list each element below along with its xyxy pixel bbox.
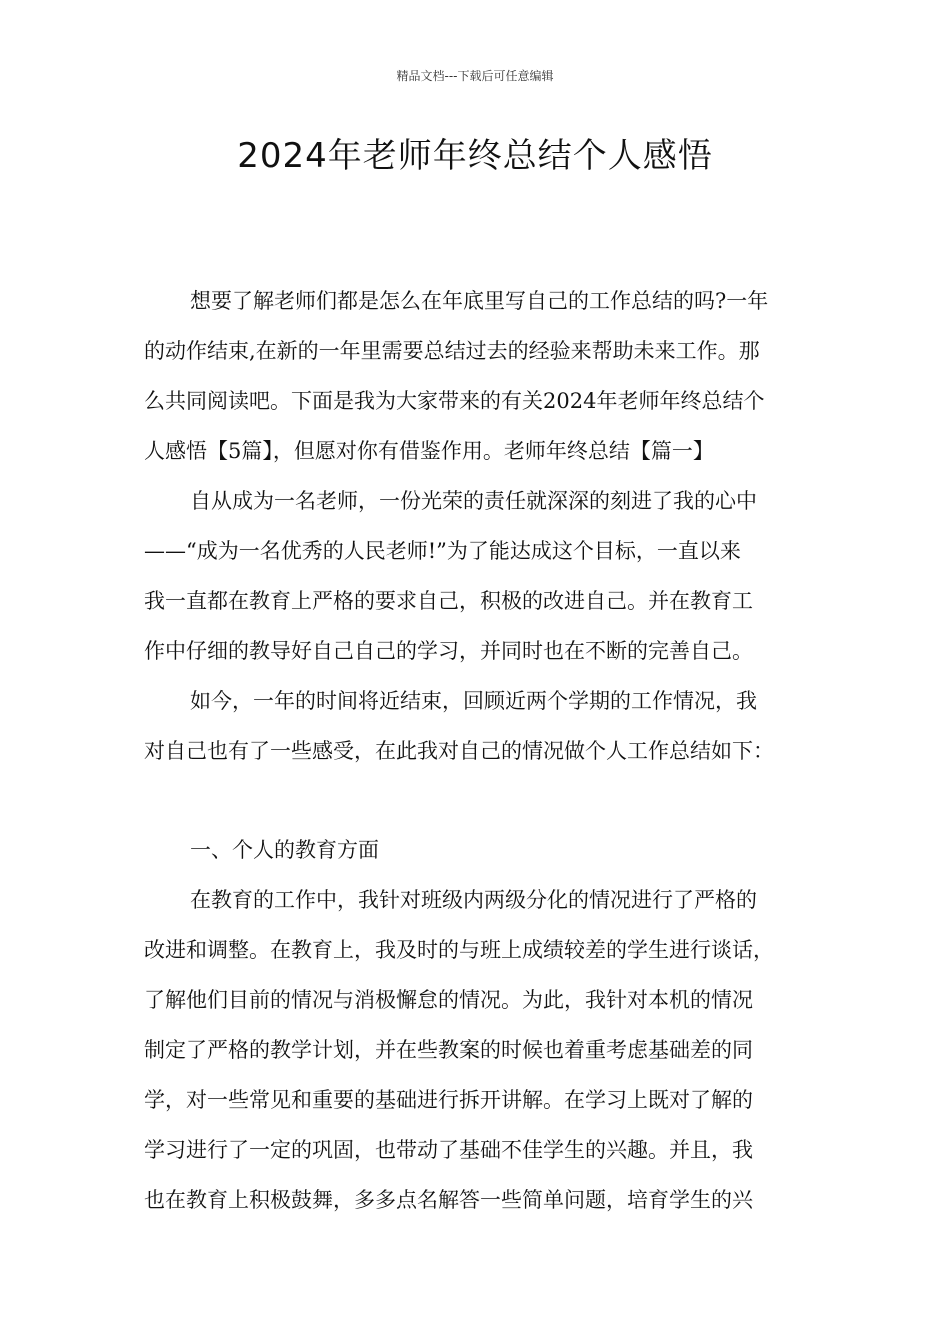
paragraph-line: ——“成为一名优秀的人民老师!”为了能达成这个目标，一直以来	[144, 539, 741, 563]
paragraph-line: 改进和调整。在教育上，我及时的与班上成绩较差的学生进行谈话，	[144, 938, 774, 962]
section-heading: 一、个人的教育方面	[190, 838, 379, 862]
paragraph-line: 想要了解老师们都是怎么在年底里写自己的工作总结的吗?一年	[190, 289, 769, 313]
paragraph-line: 学习进行了一定的巩固，也带动了基础不佳学生的兴趣。并且，我	[144, 1138, 753, 1162]
paragraph-line: 自从成为一名老师，一份光荣的责任就深深的刻进了我的心中	[190, 489, 757, 513]
paragraph-line: 在教育的工作中，我针对班级内两级分化的情况进行了严格的	[190, 888, 757, 912]
paragraph-line: 制定了严格的教学计划，并在些教案的时候也着重考虑基础差的同	[144, 1038, 753, 1062]
header-note: 精品文档---下载后可任意编辑	[396, 69, 554, 83]
paragraph-line: 也在教育上积极鼓舞，多多点名解答一些简单问题，培育学生的兴	[144, 1188, 753, 1212]
document-title: 2024年老师年终总结个人感悟	[237, 136, 713, 176]
paragraph-line: 么共同阅读吧。下面是我为大家带来的有关2024年老师年终总结个	[144, 389, 765, 413]
paragraph-line: 学，对一些常见和重要的基础进行拆开讲解。在学习上既对了解的	[144, 1088, 753, 1112]
paragraph-line: 作中仔细的教导好自己自己的学习，并同时也在不断的完善自己。	[144, 639, 753, 663]
paragraph-line: 我一直都在教育上严格的要求自己，积极的改进自己。并在教育工	[144, 589, 753, 613]
paragraph-line: 了解他们目前的情况与消极懈怠的情况。为此，我针对本机的情况	[144, 988, 753, 1012]
paragraph-line: 对自己也有了一些感受，在此我对自己的情况做个人工作总结如下：	[144, 739, 774, 763]
paragraph-line: 如今，一年的时间将近结束，回顾近两个学期的工作情况，我	[190, 689, 757, 713]
paragraph-line: 的动作结束,在新的一年里需要总结过去的经验来帮助未来工作。那	[144, 339, 760, 363]
paragraph-line: 人感悟【5篇】，但愿对你有借鉴作用。老师年终总结【篇一】	[144, 439, 714, 463]
